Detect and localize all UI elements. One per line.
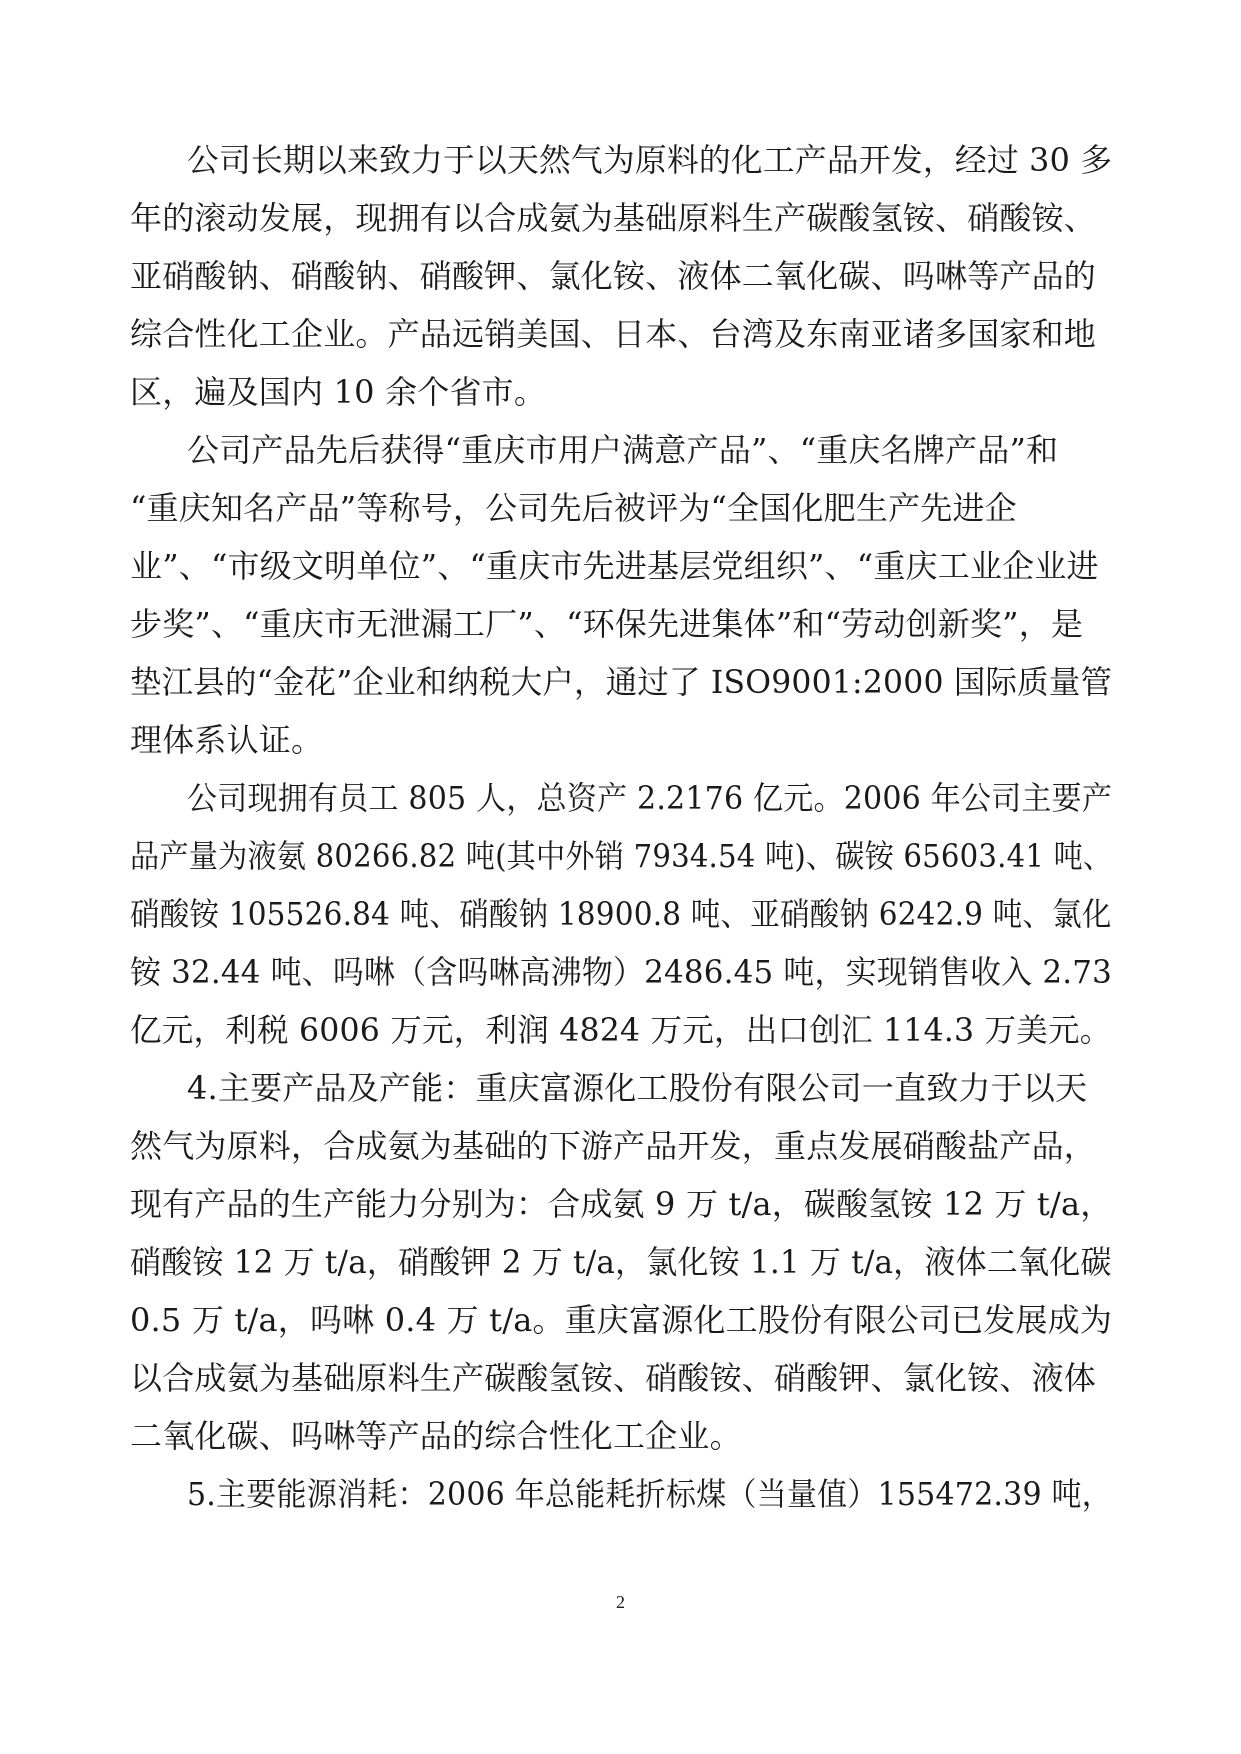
para5-line-1: 5.主要能源消耗：2006 年总能耗折标煤（当量值）155472.39 吨， <box>187 1475 1112 1513</box>
para4-line-1: 4.主要产品及产能：重庆富源化工股份有限公司一直致力于以天 <box>187 1069 1088 1107</box>
para2-line-2: “重庆知名产品”等称号，公司先后被评为“全国化肥生产先进企 <box>130 489 1017 527</box>
para1-line-4: 综合性化工企业。产品远销美国、日本、台湾及东南亚诸多国家和地 <box>130 315 1097 353</box>
para2-line-5: 垫江县的“金花”企业和纳税大户，通过了 ISO9001:2000 国际质量管 <box>130 663 1113 701</box>
para2-line-3: 业”、“市级文明单位”、“重庆市先进基层党组织”、“重庆工业企业进 <box>130 547 1099 585</box>
para4-line-6: 以合成氨为基础原料生产碳酸氢铵、硝酸铵、硝酸钾、氯化铵、液体 <box>130 1359 1097 1397</box>
para3-line-3: 硝酸铵 105526.84 吨、硝酸钠 18900.8 吨、亚硝酸钠 6242.9 吨、氯化 <box>130 895 1112 933</box>
page-number: 2 <box>616 1592 625 1612</box>
para2-line-1: 公司产品先后获得“重庆市用户满意产品”、“重庆名牌产品”和 <box>187 431 1059 469</box>
para4-line-5: 0.5 万 t/a，吗啉 0.4 万 t/a。重庆富源化工股份有限公司已发展成为 <box>130 1301 1113 1339</box>
para3-line-1: 公司现拥有员工 805 人，总资产 2.2176 亿元。2006 年公司主要产 <box>187 779 1113 817</box>
para3-line-4: 铵 32.44 吨、吗啉（含吗啉高沸物）2486.45 吨，实现销售收入 2.73 <box>130 953 1113 991</box>
para2-line-6: 理体系认证。 <box>130 721 324 759</box>
para4-line-7: 二氧化碳、吗啉等产品的综合性化工企业。 <box>130 1417 742 1455</box>
para1-line-1: 公司长期以来致力于以天然气为原料的化工产品开发，经过 30 多 <box>187 141 1113 179</box>
para3-line-5: 亿元，利税 6006 万元，利润 4824 万元，出口创汇 114.3 万美元。 <box>130 1011 1112 1049</box>
para1-line-5: 区，遍及国内 10 余个省市。 <box>130 373 547 411</box>
para2-line-4: 步奖”、“重庆市无泄漏工厂”、“环保先进集体”和“劳动创新奖”，是 <box>130 605 1084 643</box>
para3-line-2: 品产量为液氨 80266.82 吨(其中外销 7934.54 吨)、碳铵 65603.41 吨、 <box>130 837 1113 875</box>
para4-line-3: 现有产品的生产能力分别为：合成氨 9 万 t/a，碳酸氢铵 12 万 t/a， <box>130 1185 1113 1223</box>
para4-line-4: 硝酸铵 12 万 t/a，硝酸钾 2 万 t/a，氯化铵 1.1 万 t/a，液体二氧化碳 <box>130 1243 1112 1281</box>
para4-line-2: 然气为原料，合成氨为基础的下游产品开发，重点发展硝酸盐产品， <box>130 1127 1097 1165</box>
para1-line-2: 年的滚动发展，现拥有以合成氨为基础原料生产碳酸氢铵、硝酸铵、 <box>130 199 1097 237</box>
para1-line-3: 亚硝酸钠、硝酸钠、硝酸钾、氯化铵、液体二氧化碳、吗啉等产品的 <box>130 257 1097 295</box>
